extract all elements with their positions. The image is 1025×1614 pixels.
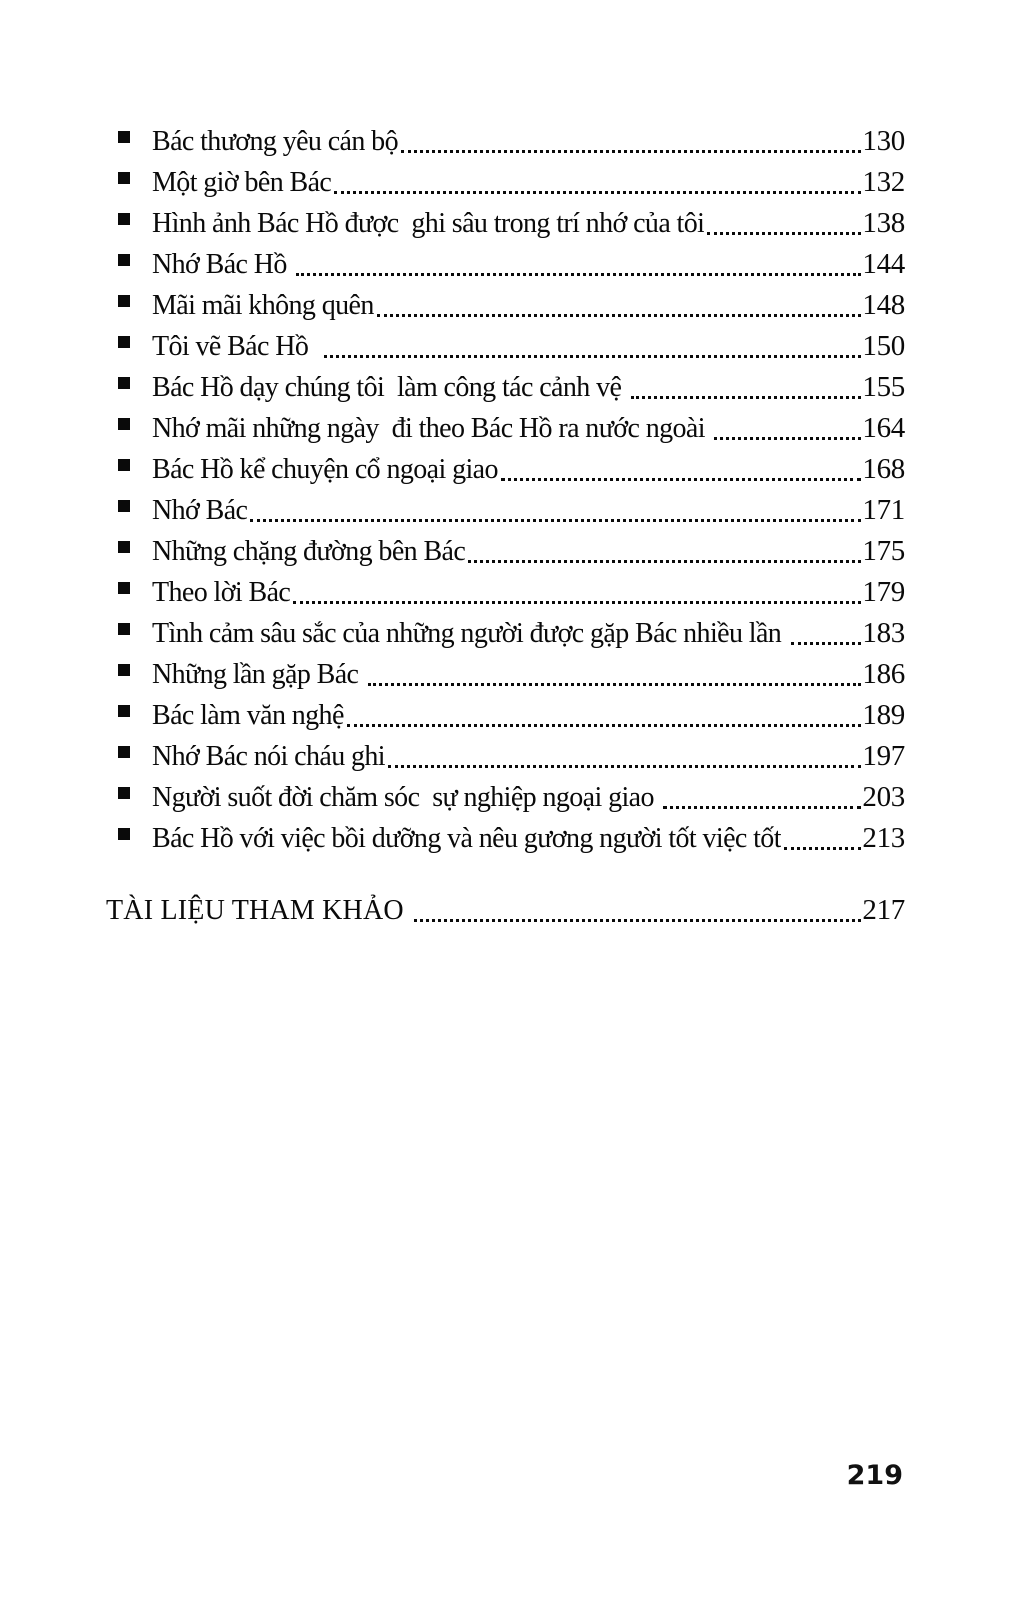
toc-entry <box>106 531 905 572</box>
dotted-leader <box>468 560 861 563</box>
dotted-leader <box>250 519 861 522</box>
toc-entry-page: 164 <box>862 412 905 444</box>
bullet-square-icon <box>118 541 130 553</box>
toc-entry-title: Bác Hồ dạy chúng tôi làm công tác cảnh vệ <box>152 372 628 403</box>
bullet-square-icon <box>118 418 130 430</box>
toc-entry-title: Hình ảnh Bác Hồ được ghi sâu trong trí nhớ của tôi <box>152 208 705 239</box>
toc-entry-page: 130 <box>862 125 905 157</box>
dotted-leader <box>414 919 861 922</box>
toc-entry-title: Theo lời Bác <box>152 577 291 608</box>
toc-entry-title: Bác làm văn nghệ <box>152 700 344 731</box>
toc-entry <box>106 736 905 777</box>
bullet-square-icon <box>118 295 130 307</box>
dotted-leader <box>784 847 862 850</box>
toc-entry <box>106 695 905 736</box>
bullet-square-icon <box>118 828 130 840</box>
toc-entry-title: Người suốt đời chăm sóc sự nghiệp ngoại giao <box>152 782 661 813</box>
toc-entry-page: 171 <box>862 494 905 526</box>
toc-entry-page: 186 <box>862 658 905 690</box>
toc-entry <box>106 203 905 244</box>
toc-entry-title: Nhớ Bác Hồ <box>152 249 294 280</box>
toc-entry <box>106 285 905 326</box>
bullet-square-icon <box>118 623 130 635</box>
toc-entry-title: Bác thương yêu cán bộ <box>152 126 398 157</box>
bullet-square-icon <box>118 500 130 512</box>
toc-entry-page: 155 <box>862 371 905 403</box>
page-number: 219 <box>846 1460 903 1491</box>
toc-list <box>106 121 905 859</box>
dotted-leader <box>631 396 862 399</box>
bullet-square-icon <box>118 459 130 471</box>
toc-entry <box>106 654 905 695</box>
dotted-leader <box>347 724 862 727</box>
toc-entry-title: Nhớ Bác <box>152 495 248 526</box>
toc-entry-page: 168 <box>862 453 905 485</box>
dotted-leader <box>377 314 862 317</box>
table-of-contents <box>106 121 905 931</box>
bullet-square-icon <box>118 254 130 266</box>
toc-entry-title: Những lần gặp Bác <box>152 659 365 690</box>
dotted-leader <box>707 232 861 235</box>
toc-entry-title: Nhớ Bác nói cháu ghi <box>152 741 385 772</box>
toc-entry <box>106 326 905 367</box>
toc-entry <box>106 449 905 490</box>
bullet-square-icon <box>118 336 130 348</box>
toc-entry-title: Những chặng đường bên Bác <box>152 536 466 567</box>
toc-entry-page: 203 <box>862 781 905 813</box>
toc-entry-title: Bác Hồ kể chuyện cổ ngoại giao <box>152 454 498 485</box>
dotted-leader <box>791 642 862 645</box>
toc-entry <box>106 162 905 203</box>
toc-entry <box>106 121 905 162</box>
toc-entry <box>106 367 905 408</box>
toc-entry-page: 132 <box>862 166 905 198</box>
toc-entry-title: Một giờ bên Bác <box>152 167 332 198</box>
dotted-leader <box>714 437 861 440</box>
toc-entry-page: 138 <box>862 207 905 239</box>
toc-entry-page: 189 <box>862 699 905 731</box>
bullet-square-icon <box>118 131 130 143</box>
bullet-square-icon <box>118 213 130 225</box>
dotted-leader <box>293 601 861 604</box>
bullet-square-icon <box>118 746 130 758</box>
bullet-square-icon <box>118 787 130 799</box>
toc-entry-title: Nhớ mãi những ngày đi theo Bác Hồ ra nước ngoài <box>152 413 712 444</box>
toc-entry <box>106 490 905 531</box>
toc-entry <box>106 244 905 285</box>
toc-entry <box>106 572 905 613</box>
toc-entry-page: 144 <box>862 248 905 280</box>
dotted-leader <box>501 478 862 481</box>
toc-entry-page: 150 <box>862 330 905 362</box>
toc-entry-title: Mãi mãi không quên <box>152 290 374 321</box>
toc-entry-page: 213 <box>862 822 905 854</box>
dotted-leader <box>388 765 861 768</box>
dotted-leader <box>663 806 861 809</box>
toc-entry <box>106 613 905 654</box>
toc-entry <box>106 818 905 859</box>
toc-entry-title: Bác Hồ với việc bồi dưỡng và nêu gương người tốt việc tốt <box>152 823 781 854</box>
bullet-square-icon <box>118 582 130 594</box>
toc-section-page: 217 <box>862 894 905 926</box>
toc-entry-page: 197 <box>862 740 905 772</box>
bullet-square-icon <box>118 664 130 676</box>
toc-section-title: TÀI LIỆU THAM KHẢO <box>106 895 412 926</box>
toc-entry-title: Tôi vẽ Bác Hồ <box>152 331 322 362</box>
toc-entry <box>106 777 905 818</box>
bullet-square-icon <box>118 705 130 717</box>
toc-entry-page: 175 <box>862 535 905 567</box>
toc-entry-title: Tình cảm sâu sắc của những người được gặp Bác nhiều lần <box>152 618 788 649</box>
dotted-leader <box>368 683 862 686</box>
bullet-square-icon <box>118 172 130 184</box>
bullet-square-icon <box>118 377 130 389</box>
dotted-leader <box>296 273 861 276</box>
dotted-leader <box>334 191 861 194</box>
toc-section-row <box>106 890 905 931</box>
toc-entry-page: 148 <box>862 289 905 321</box>
toc-entry <box>106 408 905 449</box>
toc-entry-page: 179 <box>862 576 905 608</box>
toc-entry-page: 183 <box>862 617 905 649</box>
dotted-leader <box>324 355 861 358</box>
dotted-leader <box>401 150 861 153</box>
